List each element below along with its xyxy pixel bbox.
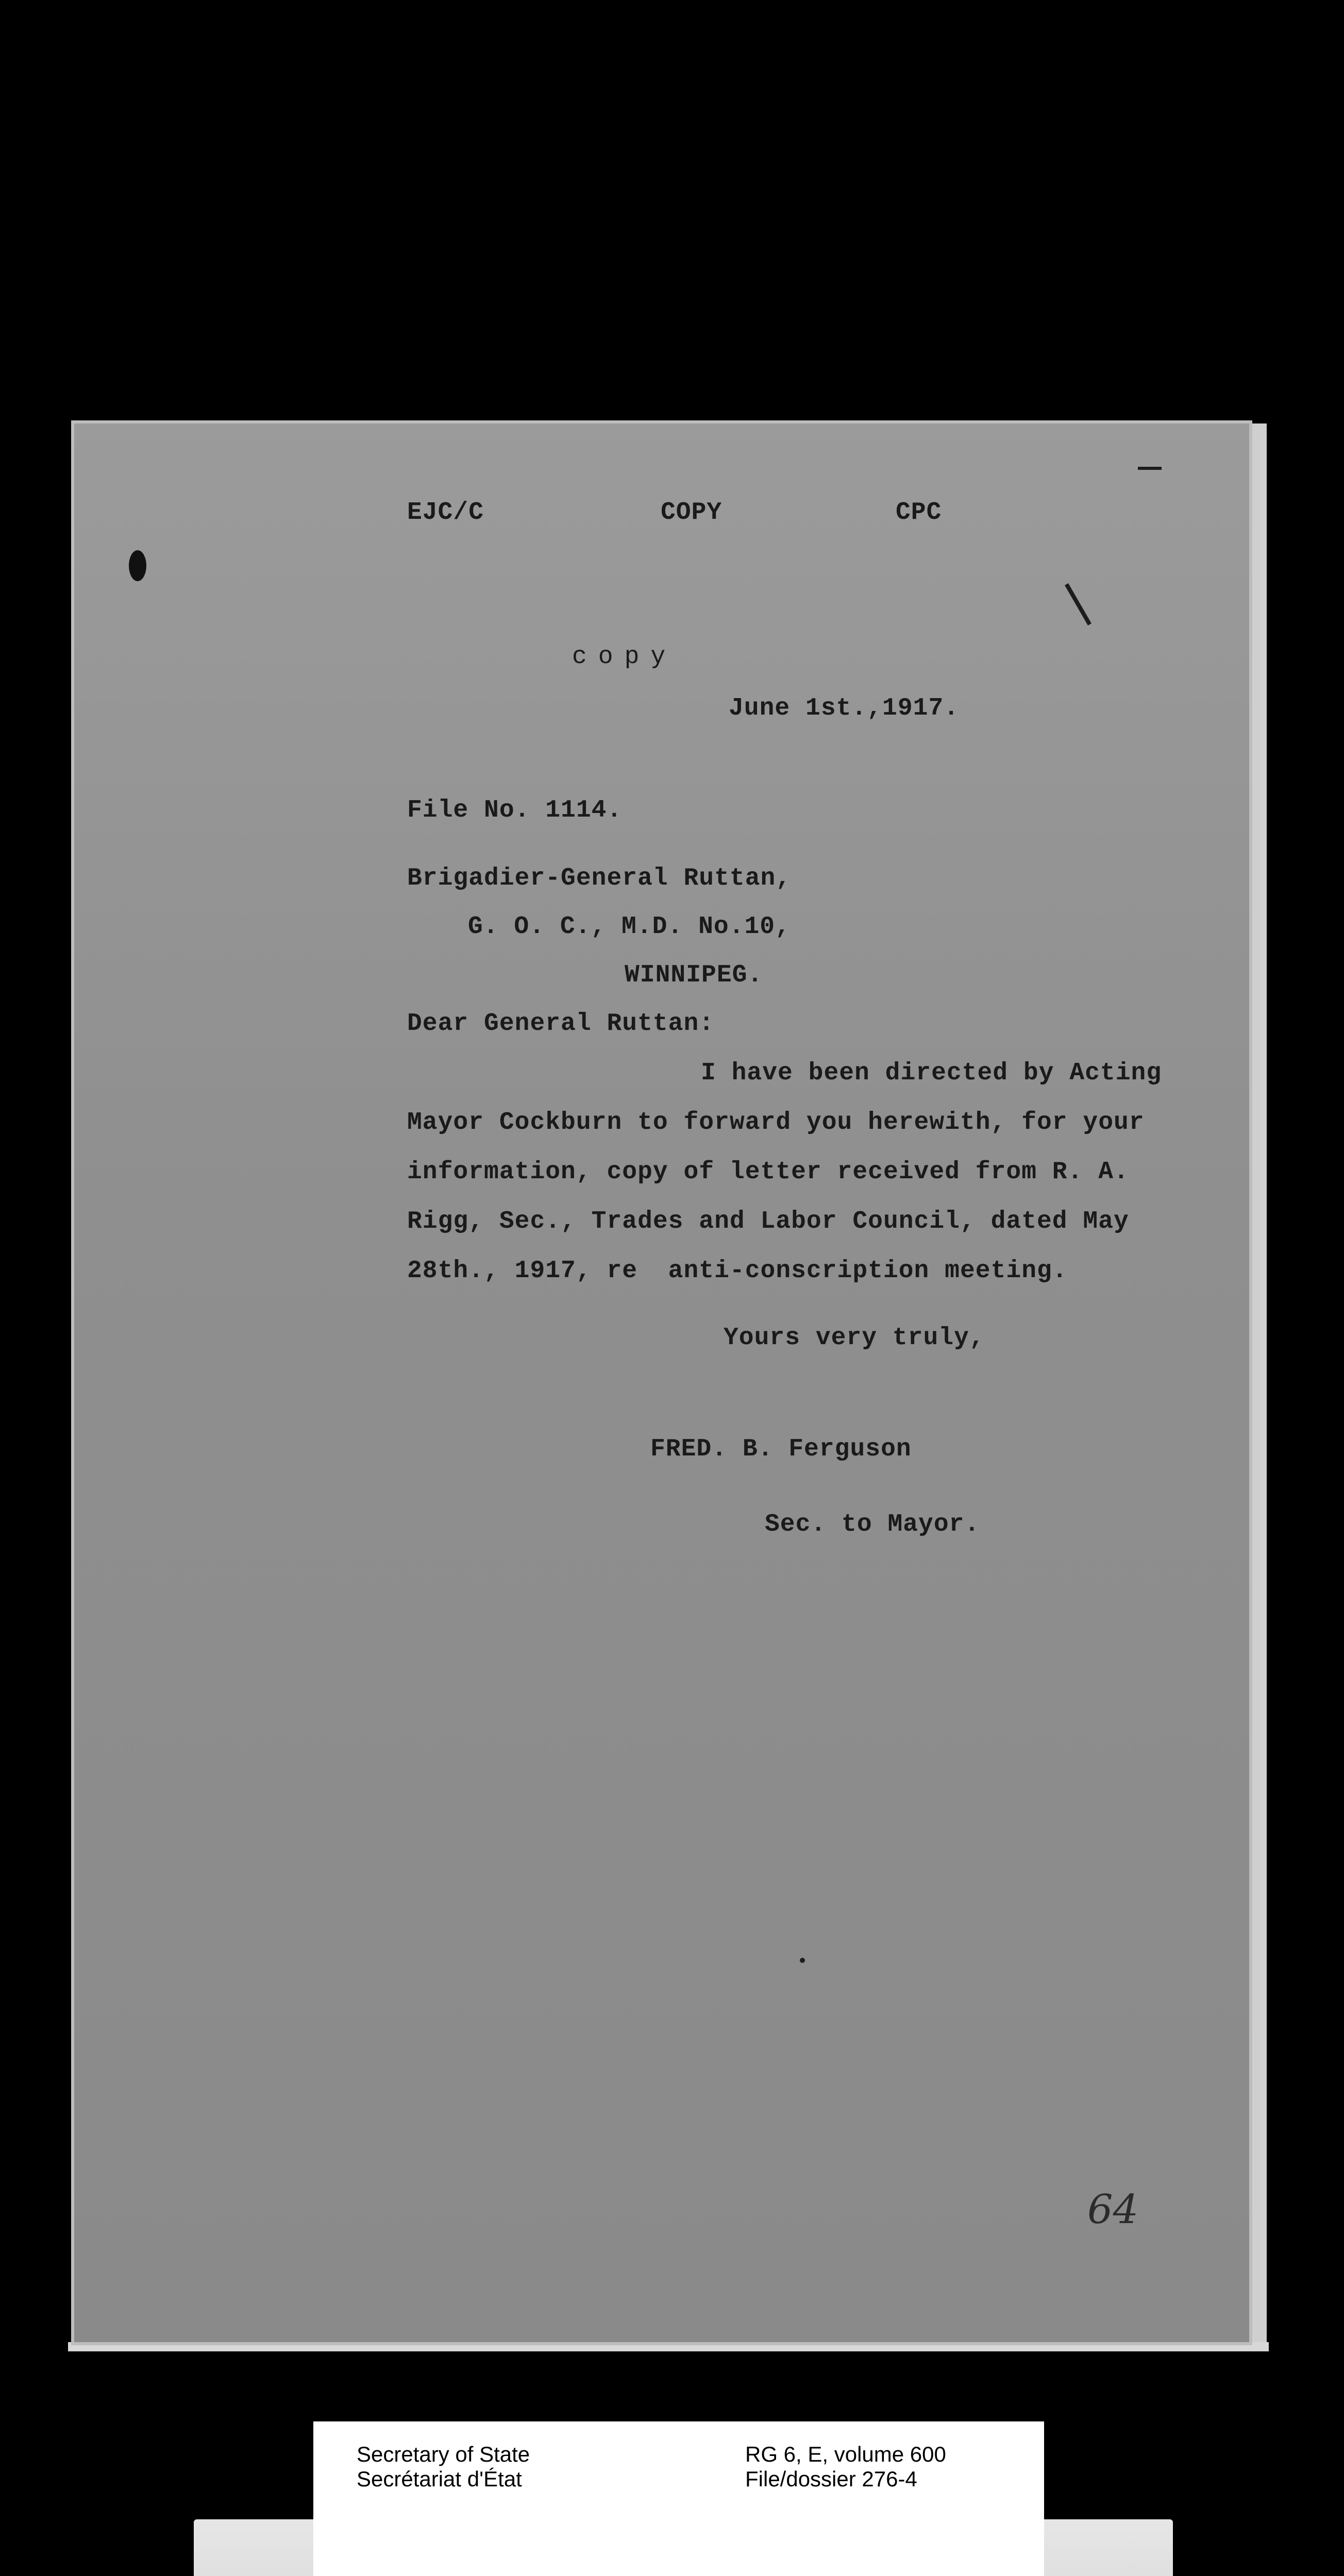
body-line: Rigg, Sec., Trades and Labor Council, dated May <box>407 1208 1129 1235</box>
body-line: information, copy of letter received from R. A. <box>407 1158 1129 1186</box>
letter-date: June 1st.,1917. <box>729 694 960 722</box>
file-dossier: File/dossier 276-4 <box>745 2467 917 2491</box>
department-english: Secretary of State <box>357 2442 530 2466</box>
pencil-tick <box>1138 467 1162 470</box>
file-number: File No. 1114. <box>407 796 623 824</box>
header-ref-left: EJC/C <box>407 499 484 527</box>
header-copy: COPY <box>661 499 723 527</box>
signature: FRED. B. Ferguson <box>650 1435 912 1463</box>
body-line: Mayor Cockburn to forward you herewith, for your <box>407 1109 1145 1137</box>
page-edge <box>1251 423 1267 2351</box>
archive-reference-label <box>313 2421 1044 2576</box>
recipient-command: G. O. C., M.D. No.10, <box>468 913 791 941</box>
signature-title: Sec. to Mayor. <box>765 1511 980 1538</box>
copy-mark: copy <box>572 643 677 671</box>
page-number: 64 <box>1087 2187 1139 2233</box>
closing: Yours very truly, <box>724 1324 985 1352</box>
typed-letter-page <box>71 420 1252 2345</box>
recipient-city: WINNIPEG. <box>625 961 763 989</box>
body-line: 28th., 1917, re anti-conscription meeting. <box>407 1257 1068 1285</box>
punch-hole <box>129 550 146 581</box>
record-group: RG 6, E, volume 600 <box>745 2442 946 2466</box>
salutation: Dear General Ruttan: <box>407 1010 715 1038</box>
body-line: I have been directed by Acting <box>701 1059 1162 1087</box>
header-ref-right: CPC <box>896 499 942 527</box>
ink-dot <box>800 1958 805 1963</box>
department-french: Secrétariat d'État <box>357 2467 522 2491</box>
recipient-name: Brigadier-General Ruttan, <box>407 865 792 892</box>
pencil-tick <box>1065 583 1091 625</box>
